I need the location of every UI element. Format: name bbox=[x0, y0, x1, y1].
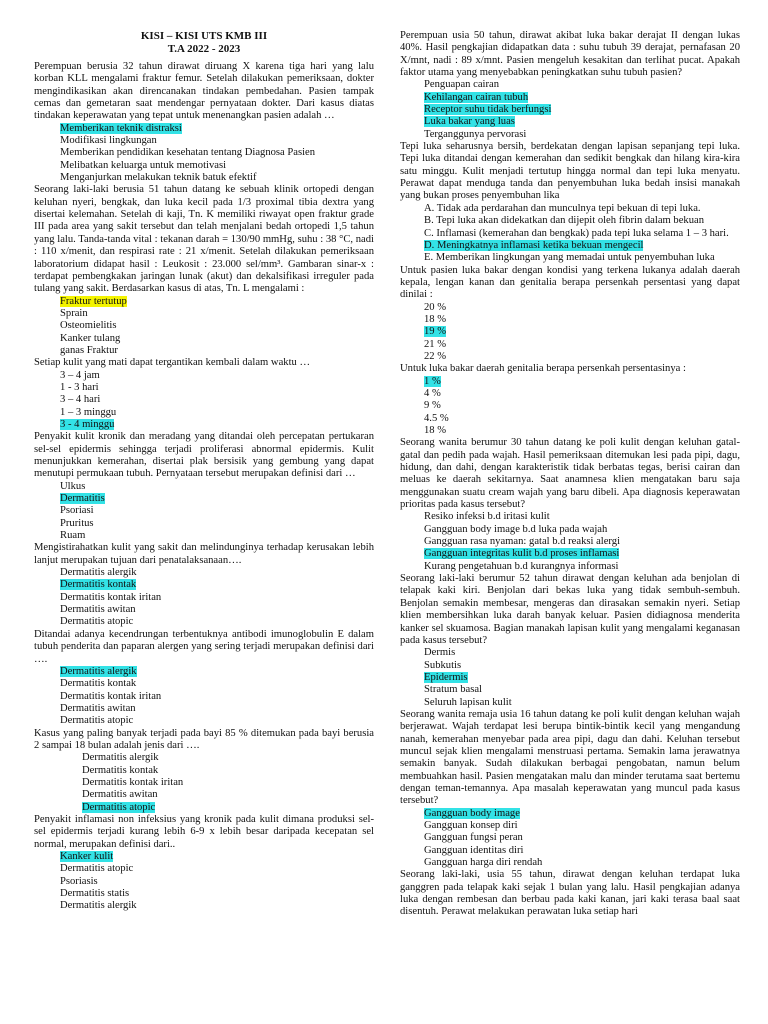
answer-option: Ruam bbox=[60, 530, 86, 542]
answer-option bbox=[34, 666, 374, 678]
highlighted-answer: Memberikan teknik distraksi bbox=[60, 122, 182, 134]
answer-option: Melibatkan keluarga untuk memotivasi bbox=[60, 159, 227, 171]
answer-option: 1 - 3 hari bbox=[60, 381, 99, 393]
answer-option: Dermatitis atopic bbox=[60, 863, 134, 875]
highlighted-answer: Dermatitis bbox=[60, 493, 105, 505]
answer-option: ganas Fraktur bbox=[60, 344, 118, 356]
answer-option: Gangguan konsep diri bbox=[424, 820, 518, 831]
highlighted-answer: 19 % bbox=[424, 326, 447, 338]
answer-option: Kanker tulang bbox=[60, 332, 121, 344]
answer-option bbox=[400, 240, 740, 252]
answer-option: C. Inflamasi (kemerahan dan bengkak) pada tepi luka selama 1 – 3 hari. bbox=[424, 227, 729, 239]
highlighted-answer: D. Meningkatnya inflamasi ketika bekuan mengecil bbox=[424, 239, 644, 251]
answer-option: Sprain bbox=[60, 307, 88, 319]
answer-option: Dermatitis kontak bbox=[82, 764, 159, 776]
highlighted-answer: 3 - 4 minggu bbox=[60, 418, 115, 430]
answer-option: 21 % bbox=[424, 338, 447, 350]
answer-option: 9 % bbox=[424, 400, 441, 412]
answer-option: Stratum basal bbox=[424, 684, 482, 696]
highlighted-answer: Kehilangan cairan tubuh bbox=[424, 91, 529, 103]
answer-option bbox=[400, 326, 740, 338]
highlighted-answer: Gangguan body image bbox=[424, 807, 520, 819]
answer-option bbox=[34, 493, 374, 505]
answer-option bbox=[34, 419, 374, 431]
highlighted-answer: Receptor suhu tidak berfungsi bbox=[424, 104, 552, 116]
answer-option bbox=[400, 808, 740, 820]
answer-option bbox=[400, 104, 740, 116]
highlighted-answer: Dermatitis kontak bbox=[60, 579, 137, 591]
answer-option: Menganjurkan melakukan teknik batuk efektif bbox=[60, 172, 257, 184]
question-13: Seorang wanita berumur 30 tahun datang ke poli kulit dengan keluhan gatal-gatal dan pedih pada wajah. Hasil pemeriksaan ditemukan lesi pada pipi, dagu, hidung, dan dahi, dengan karakteristik tidak berbatas tegas, berisi cairan dan meluas ke daerah sekitarnya. Saat anamnesa klien mengatakan baru saja menggunakan suatu cream wajah yang baru dibeli. Apa diagnosis keperawatan prioritas pada kasus tersebut? bbox=[400, 437, 740, 511]
answer-option: 20 % bbox=[424, 301, 447, 313]
answer-option: Modifikasi lingkungan bbox=[60, 135, 157, 147]
answer-option: Dermatitis statis bbox=[60, 888, 130, 900]
answer-option bbox=[34, 123, 374, 135]
answer-option: Dermatitis awitan bbox=[60, 702, 136, 714]
answer-option: Penguapan cairan bbox=[424, 79, 500, 91]
answer-option: Dermatitis awitan bbox=[60, 604, 136, 616]
answer-option: Memberikan pendidikan kesehatan tentang Diagnosa Pasien bbox=[60, 147, 316, 159]
academic-year: T.A 2022 - 2023 bbox=[167, 42, 241, 55]
question-10: Tepi luka seharusnya bersih, berdekatan dengan lapisan sepanjang tepi luka. Tepi luka ditandai dengan kemerahan dan sedikit bengkak dan hilang kira-kira satu minggu. Kulit menjadi tertutup hingga normal dan tepi luka menyatu. Perawat dapat menduga tanda dan penyembuhan luka bedah insisi manakah yang bukan proses penyembuhan lika bbox=[400, 141, 740, 202]
answer-option: Gangguan rasa nyaman: gatal b.d reaksi alergi bbox=[424, 536, 621, 548]
answer-option: Dermatitis atopic bbox=[60, 715, 134, 727]
highlighted-answer: Fraktur tertutup bbox=[60, 295, 127, 307]
answer-option: 3 – 4 jam bbox=[60, 369, 100, 381]
answer-option: 18 % bbox=[424, 313, 447, 325]
answer-option bbox=[400, 548, 740, 560]
highlighted-answer: Dermatitis alergik bbox=[60, 665, 137, 677]
answer-option: Dermatitis atopic bbox=[60, 616, 134, 628]
answer-option: Psoriasi bbox=[60, 505, 94, 517]
answer-option bbox=[400, 92, 740, 104]
answer-option: Psoriasis bbox=[60, 875, 98, 887]
answer-option: Gangguan body image b.d luka pada wajah bbox=[424, 523, 608, 535]
right-column bbox=[400, 30, 740, 919]
answer-option: Seluruh lapisan kulit bbox=[424, 696, 512, 708]
answer-option: Dermatitis kontak iritan bbox=[60, 690, 162, 702]
answer-option: Dermatitis alergik bbox=[60, 567, 137, 579]
answer-option bbox=[400, 376, 740, 388]
answer-option: 4 % bbox=[424, 387, 441, 399]
question-11: Untuk pasien luka bakar dengan kondisi yang terkena lukanya adalah daerah kepala, lengan kanan dan genitalia berapa persenkah persentasi yang dapat dinilai : bbox=[400, 264, 740, 301]
highlighted-answer: 1 % bbox=[424, 375, 441, 387]
answer-option: Dermatitis alergik bbox=[60, 900, 137, 912]
answer-option: Resiko infeksi b.d iritasi kulit bbox=[424, 511, 550, 523]
answer-option: 18 % bbox=[424, 425, 447, 436]
answer-option: E. Memberikan lingkungan yang memadai untuk penyembuhan luka bbox=[424, 252, 715, 264]
answer-option bbox=[34, 579, 374, 591]
question-16: Seorang laki-laki, usia 55 tahun, dirawat dengan keluhan terdapat luka ganggren pada telapak kaki sejak 1 bulan yang lalu. Hasil pengkajian adanya luka dengan rembesan dan berbau pada kaki kanan, jari kaki terasa baal saat disentuh. Perawat melakukan perawatan luka setiap hari bbox=[400, 869, 740, 918]
answer-option: B. Tepi luka akan didekatkan dan dijepit oleh fibrin dalam bekuan bbox=[424, 215, 705, 227]
question-6: Ditandai adanya kecendrungan terbentuknya antibodi imunoglobulin E dalam tubuh penderita dan paparan alergen yang sering terjadi merupakan definisi dari …. bbox=[34, 628, 374, 665]
answer-option: Gangguan harga diri rendah bbox=[424, 857, 543, 869]
answer-option: Gangguan fungsi peran bbox=[424, 832, 523, 844]
question-5: Mengistirahatkan kulit yang sakit dan melindunginya terhadap kerusakan lebih lanjut merupakan tujuan dari penatalaksanaan…. bbox=[34, 542, 374, 566]
question-9: Perempuan usia 50 tahun, dirawat akibat luka bakar derajat II dengan lukas 40%. Hasil pengkajian didapatkan data : suhu tubuh 39 derajat, pernafasan 20 X/mnt, nadi : 89 x/mnt. Pasien mengeluh kesakitan dan terlihat pucat. Apakah faktor utama yang menyebabkan peningkatkan suhu tubuh pasien? bbox=[400, 30, 740, 79]
answer-option: Ulkus bbox=[60, 480, 86, 492]
highlighted-answer: Gangguan integritas kulit b.d proses inflamasi bbox=[424, 548, 620, 560]
highlighted-answer: Epidermis bbox=[424, 671, 468, 683]
answer-option bbox=[34, 851, 374, 863]
answer-option: Dermatitis kontak iritan bbox=[60, 591, 162, 603]
answer-option: Terganggunya pervorasi bbox=[424, 128, 527, 140]
answer-option: 4.5 % bbox=[424, 412, 449, 424]
answer-option: Subkutis bbox=[424, 659, 462, 671]
question-14: Seorang laki-laki berumur 52 tahun dirawat dengan keluhan ada benjolan di telapak kaki kiri. Benjolan dari bekas luka yang tidak sembuh-sembuh. Benjolan semakin membesar, mengeras dan dirasakan semakin nyeri. Setiap klien membersihkan luka darah banyak keluar. Pasien didiagnosa menderita kanker sel skuamosa. Bagian manakah lapisan kulit yang mengalami keganasan pada kasus tersebut? bbox=[400, 573, 740, 646]
answer-option bbox=[34, 802, 374, 814]
answer-option: 3 – 4 hari bbox=[60, 394, 101, 406]
left-column bbox=[34, 30, 374, 913]
answer-option bbox=[34, 296, 374, 308]
answer-option: 22 % bbox=[424, 350, 447, 362]
question-3: Setiap kulit yang mati dapat tergantikan kembali dalam waktu … bbox=[34, 357, 311, 369]
answer-option: Kurang pengetahuan b.d kurangnya informasi bbox=[424, 560, 619, 572]
answer-option bbox=[400, 672, 740, 684]
document-title: KISI – KISI UTS KMB III bbox=[140, 30, 268, 42]
highlighted-answer: Luka bakar yang luas bbox=[424, 116, 515, 128]
answer-option bbox=[400, 116, 740, 128]
question-2: Seorang laki-laki berusia 51 tahun datang ke sebuah klinik ortopedi dengan keluhan nyeri, bengkak, dan luka kecil pada 1/3 proximal tibia dextra yang disertai kelemahan. Setelah di kaji, Tn. K memiliki riwayat open fraktur grade III pada area yang sakit tersebut dan telah menjalani bedah ortopedi 1,5 tahun yang lalu. Tanda-tanda vital : tekanan darah = 130/90 mmHg, suhu : 38 °C, nadi : 110 x/menit, dan respirasi rate : 21 x/menit. Setelah dilakukan pemeriksaan laboratorium didapat hasil : Leukosit : 23.000 sel/mm³. Gambaran sinar-x : terdapat pembengkakan jaringan lunak (akut) dan dekalsifikasi irreguler pada tulang yang sakit. Berdasarkan kasus di atas, Tn. L mengalami : bbox=[34, 184, 374, 295]
question-7: Kasus yang paling banyak terjadi pada bayi 85 % ditemukan pada bayi berusia 2 sampai 18 bulan adalah jenis dari …. bbox=[34, 727, 374, 751]
answer-option: Dermis bbox=[424, 647, 456, 659]
answer-option: Dermatitis kontak bbox=[60, 678, 137, 690]
answer-option: 1 – 3 minggu bbox=[60, 406, 117, 418]
question-4: Penyakit kulit kronik dan meradang yang ditandai oleh percepatan pertukaran sel-sel epidermis sehingga terjadi proliferasi abnormal epidermis. Kulit menunjukkan kemerahan, disertai plak bersisik yang gembung yang dapat menutupi permukaan tubuh. Pernyataan tersebut merupakan definisi dari … bbox=[34, 431, 374, 480]
answer-option: Pruritus bbox=[60, 517, 94, 529]
question-8: Penyakit inflamasi non infeksius yang kronik pada kulit dimana produksi sel-sel epidermis terjadi kurang lebih 6-9 x lebih besar daripada kecepatan sel normal, merupakan definisi dari.. bbox=[34, 813, 374, 850]
question-15: Seorang wanita remaja usia 16 tahun datang ke poli kulit dengan keluhan wajah berjerawat. Wajah terdapat lesi berupa bintik-bintik kecil yang mengandung nanah, kemerahan menyebar pada area pipi, dagu dan dahi. Keluhan tersebut muncul sejak klien mengalami menstruasi pertama. Semakin lama jerawatnya semakin banyak. Sudah dilakukan berbagai pengobatan, namun belum membuahkan hasil. Pasien mengatakan malu dan minder terutama saat bertemu dengan teman-temannya. Apa masalah keperawatan yang muncul pada kasus tersebut? bbox=[400, 708, 740, 807]
answer-option: Dermatitis awitan bbox=[82, 789, 158, 801]
highlighted-answer: Kanker kulit bbox=[60, 851, 114, 862]
question-1: Perempuan berusia 32 tahun dirawat diruang X karena tiga hari yang lalu korban KLL mengalami fraktur femur. Setelah dilakukan pemeriksaan, dokter mengindikasikan akan direncanakan tindakan pembedahan. Pasien tampak cemas dan gemetaran saat mendengar pernyataan dokter. Dari kasus diatas tindakan keperawatan yang tepat untuk menenangkan pasien adalah … bbox=[34, 61, 374, 122]
answer-option: Dermatitis alergik bbox=[82, 752, 159, 764]
answer-option: A. Tidak ada perdarahan dan munculnya tepi bekuan di tepi luka. bbox=[424, 202, 701, 214]
highlighted-answer: Dermatitis atopic bbox=[82, 801, 156, 813]
answer-option: Osteomielitis bbox=[60, 320, 117, 332]
question-12: Untuk luka bakar daerah genitalia berapa persenkah persentasinya : bbox=[400, 363, 686, 375]
answer-option: Dermatitis kontak iritan bbox=[82, 776, 184, 788]
answer-option: Gangguan identitas diri bbox=[424, 844, 524, 856]
